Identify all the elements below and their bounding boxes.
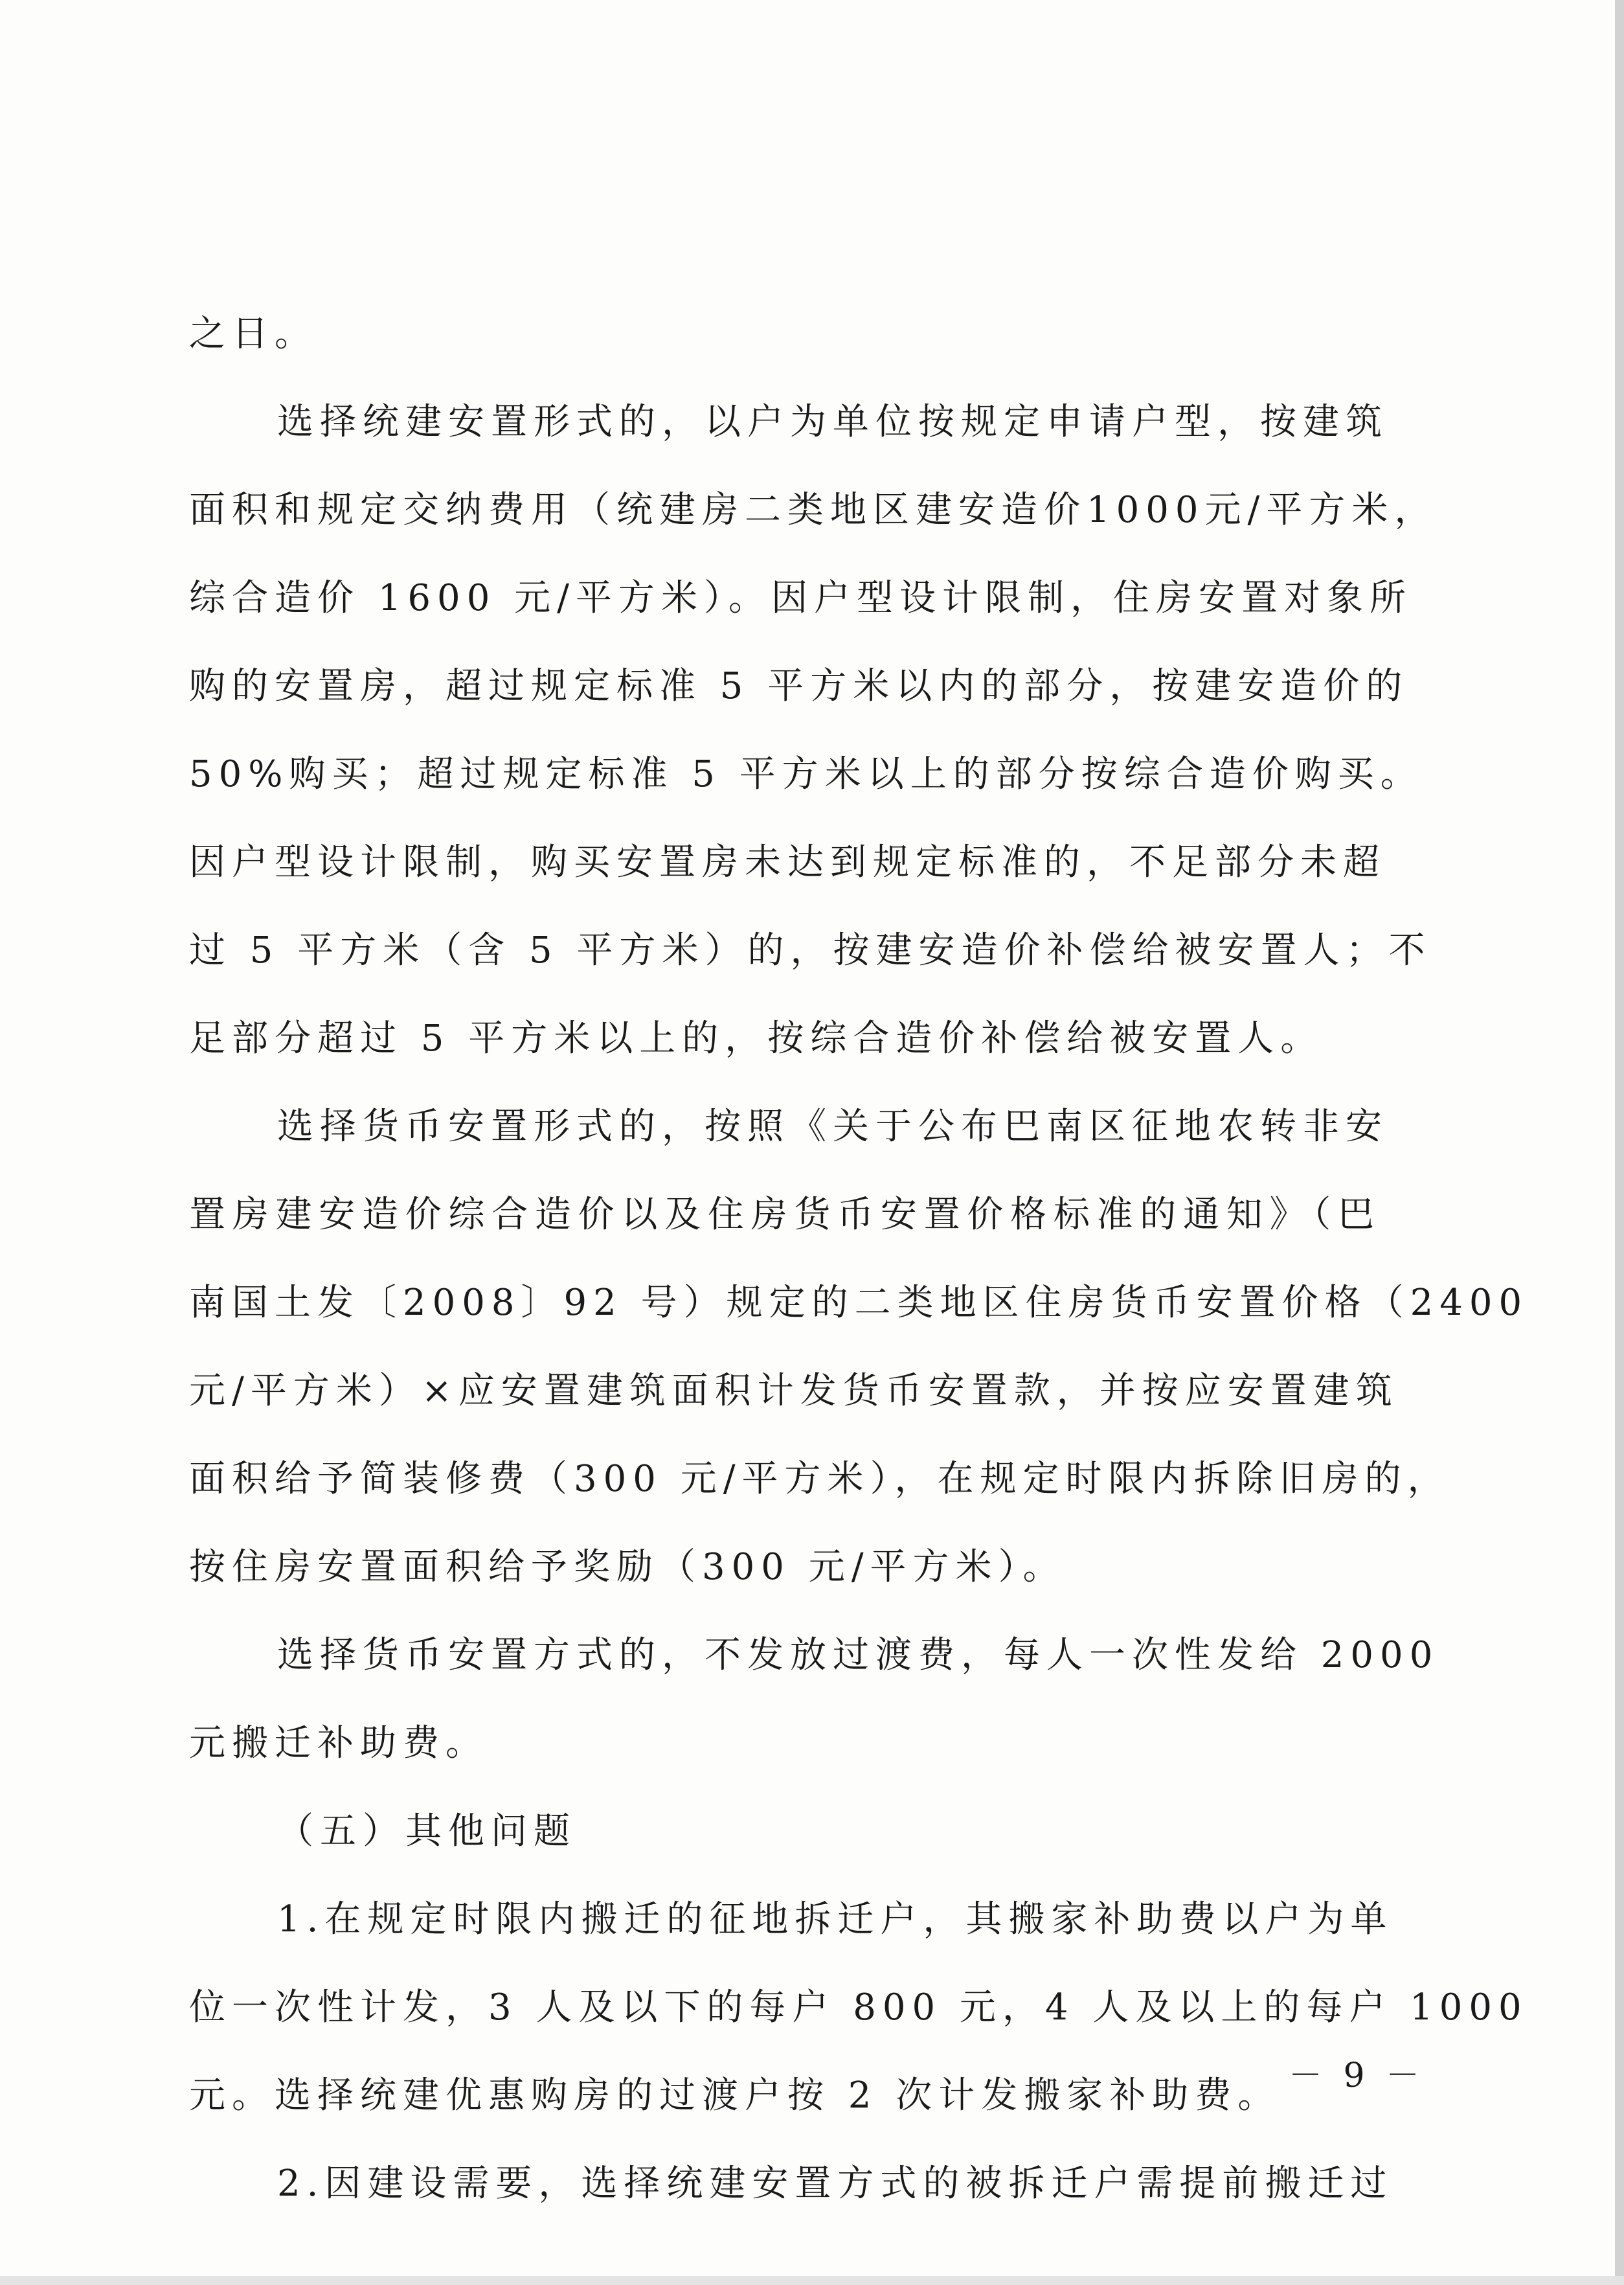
text-line: 50%购买；超过规定标准 5 平方米以上的部分按综合造价购买。: [189, 753, 1423, 795]
text-line: 南国土发〔2008〕92 号）规定的二类地区住房货币安置价格（2400: [189, 1282, 1529, 1324]
paragraph-first-line: 选择货币安置方式的，不发放过渡费，每人一次性发给 2000: [277, 1634, 1439, 1676]
page-number: － 9 －: [1289, 2056, 1425, 2095]
text-line: 按住房安置面积给予奖励（300 元/平方米）。: [189, 1546, 1066, 1588]
text-line: 元。选择统建优惠购房的过渡户按 2 次计发搬家补助费。: [189, 2075, 1281, 2117]
text-line: 过 5 平方米（含 5 平方米）的，按建安造价补偿给被安置人；不: [189, 929, 1432, 972]
scan-edge-right: [1615, 0, 1624, 2285]
paragraph-first-line: 选择统建安置形式的，以户为单位按规定申请户型，按建筑: [277, 401, 1388, 443]
text-line: 之日。: [189, 313, 317, 355]
text-line: 面积给予简装修费（300 元/平方米），在规定时限内拆除旧房的，: [189, 1458, 1450, 1500]
paragraph-first-line: 2.因建设需要，选择统建安置方式的被拆迁户需提前搬迁过: [277, 2163, 1393, 2205]
text-line: 元/平方米）×应安置建筑面积计发货币安置款，并按应安置建筑: [189, 1370, 1399, 1412]
paragraph-first-line: 选择货币安置形式的，按照《关于公布巴南区征地农转非安: [277, 1106, 1388, 1148]
text-line: 购的安置房，超过规定标准 5 平方米以内的部分，按建安造价的: [189, 665, 1409, 707]
text-line: 元搬迁补助费。: [189, 1722, 488, 1764]
text-line: 面积和规定交纳费用（统建房二类地区建安造价1000元/平方米，: [189, 489, 1438, 531]
section-heading: （五）其他问题: [277, 1810, 576, 1852]
text-line: 因户型设计限制，购买安置房未达到规定标准的，不足部分未超: [189, 841, 1386, 883]
paragraph-first-line: 1.在规定时限内搬迁的征地拆迁户，其搬家补助费以户为单: [277, 1898, 1393, 1940]
body-text: [189, 290, 1529, 2228]
text-line: 综合造价 1600 元/平方米）。因户型设计限制，住房安置对象所: [189, 577, 1412, 619]
scan-edge-bottom: [0, 2276, 1624, 2285]
text-line: 位一次性计发，3 人及以下的每户 800 元，4 人及以上的每户 1000: [189, 1986, 1528, 2029]
text-line: 足部分超过 5 平方米以上的，按综合造价补偿给被安置人。: [189, 1017, 1324, 1060]
text-line: 置房建安造价综合造价以及住房货币安置价格标准的通知》（巴: [189, 1194, 1381, 1236]
